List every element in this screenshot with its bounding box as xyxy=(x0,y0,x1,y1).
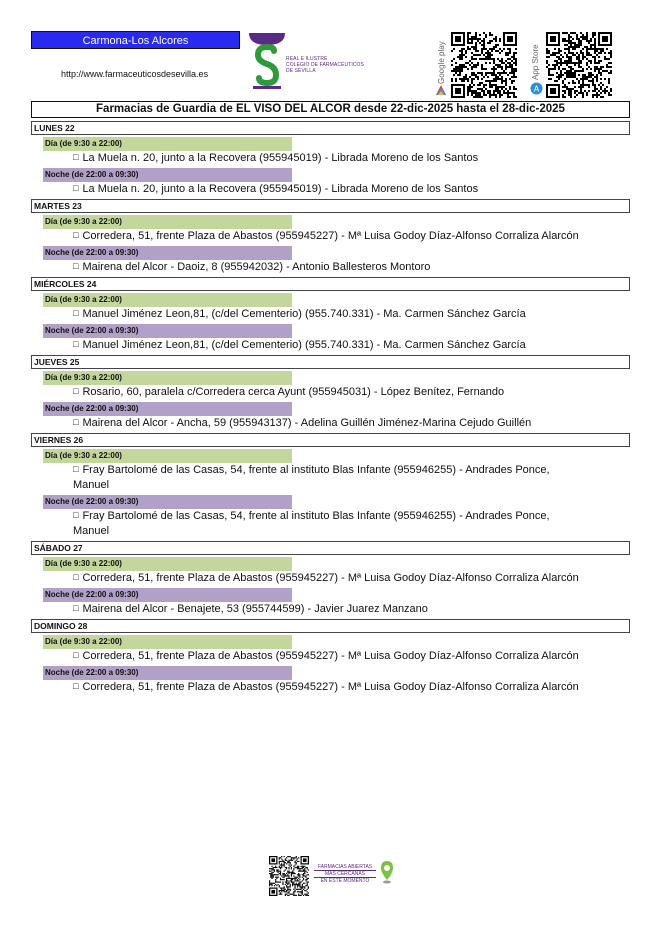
location-pin-icon[interactable] xyxy=(380,860,394,884)
app-store-label: App Store xyxy=(531,44,540,80)
night-pharmacy-entry xyxy=(73,416,583,431)
night-pharmacy-entry xyxy=(73,182,583,197)
day-slot-label: Día (de 9:30 a 22:00) xyxy=(43,215,292,229)
footer-caption-line: MÁS CERCANAS xyxy=(324,871,365,877)
day-header: DOMINGO 28 xyxy=(31,619,630,633)
college-name-line: DE SEVILLA xyxy=(286,68,316,74)
night-slot-label: Noche (de 22:00 a 09:30) xyxy=(43,588,292,602)
pharmacy-text: Corredera, 51, frente Plaza de Abastos (955945227) - Mª Luisa Godoy Díaz-Alfonso Corraliza Alarcón xyxy=(82,230,579,242)
google-play-icon[interactable] xyxy=(435,84,447,96)
day-slot-label: Día (de 9:30 a 22:00) xyxy=(43,371,292,385)
night-pharmacy-entry xyxy=(73,680,583,695)
svg-text:A: A xyxy=(533,84,540,94)
site-url-link[interactable]: http://www.farmaceuticosdesevilla.es xyxy=(61,69,209,79)
zone-label: Carmona-Los Alcores xyxy=(31,31,240,49)
pharmacy-text: Corredera, 51, frente Plaza de Abastos (955945227) - Mª Luisa Godoy Díaz-Alfonso Corraliza Alarcón xyxy=(82,572,579,584)
schedule-list xyxy=(31,119,630,695)
page-title: Farmacias de Guardia de EL VISO DEL ALCOR desde 22-dic-2025 hasta el 28-dic-2025 xyxy=(31,101,630,118)
day-pharmacy-entry xyxy=(73,385,583,400)
night-pharmacy-entry xyxy=(73,509,583,539)
pharmacy-text: Manuel Jiménez Leon,81, (c/del Cementerio) (955.740.331) - Ma. Carmen Sánchez García xyxy=(82,339,526,351)
day-header: SÁBADO 27 xyxy=(31,541,630,555)
night-slot-label: Noche (de 22:00 a 09:30) xyxy=(43,324,292,338)
pharmacy-text: La Muela n. 20, junto a la Recovera (955945019) - Librada Moreno de los Santos xyxy=(82,183,479,195)
footer-caption xyxy=(314,864,376,884)
day-pharmacy-entry xyxy=(73,229,583,244)
day-pharmacy-entry xyxy=(73,463,583,493)
google-play-label: Google play xyxy=(437,41,446,84)
day-header: VIERNES 26 xyxy=(31,433,630,447)
day-pharmacy-entry xyxy=(73,151,583,166)
day-pharmacy-entry xyxy=(73,649,583,664)
day-pharmacy-entry xyxy=(73,571,583,586)
night-slot-label: Noche (de 22:00 a 09:30) xyxy=(43,495,292,509)
pharmacy-text: Fray Bartolomé de las Casas, 54, frente al instituto Blas Infante (955946255) - Andrades Ponce, Manuel xyxy=(73,510,550,537)
qr-code-icon[interactable] xyxy=(546,32,612,98)
pharmacy-text: Corredera, 51, frente Plaza de Abastos (955945227) - Mª Luisa Godoy Díaz-Alfonso Corraliza Alarcón xyxy=(82,650,579,662)
night-slot-label: Noche (de 22:00 a 09:30) xyxy=(43,246,292,260)
night-slot-label: Noche (de 22:00 a 09:30) xyxy=(43,402,292,416)
night-pharmacy-entry xyxy=(73,260,583,275)
pharmacy-logo-icon xyxy=(247,31,287,91)
day-slot-label: Día (de 9:30 a 22:00) xyxy=(43,293,292,307)
day-slot-label: Día (de 9:30 a 22:00) xyxy=(43,557,292,571)
pharmacy-text: Manuel Jiménez Leon,81, (c/del Cementerio) (955.740.331) - Ma. Carmen Sánchez García xyxy=(82,308,526,320)
night-pharmacy-entry xyxy=(73,602,583,617)
qr-code-icon[interactable] xyxy=(269,856,309,896)
day-slot-label: Día (de 9:30 a 22:00) xyxy=(43,137,292,151)
pharmacy-text: La Muela n. 20, junto a la Recovera (955945019) - Librada Moreno de los Santos xyxy=(82,152,479,164)
pharmacy-text: Mairena del Alcor - Benajete, 53 (955744599) - Javier Juarez Manzano xyxy=(82,603,428,615)
day-header: LUNES 22 xyxy=(31,121,630,135)
app-store-icon[interactable] xyxy=(530,82,543,95)
day-slot-label: Día (de 9:30 a 22:00) xyxy=(43,635,292,649)
footer-caption-line: EN ESTE MOMENTO xyxy=(314,877,376,884)
college-name-line: REAL E ILUSTRE xyxy=(286,56,328,62)
day-header: JUEVES 25 xyxy=(31,355,630,369)
pharmacy-text: Fray Bartolomé de las Casas, 54, frente al instituto Blas Infante (955946255) - Andrades Ponce, Manuel xyxy=(73,464,550,491)
pharmacy-text: Rosario, 60, paralela c/Corredera cerca Ayunt (955945031) - López Benítez, Fernando xyxy=(82,386,505,398)
pharmacy-text: Corredera, 51, frente Plaza de Abastos (955945227) - Mª Luisa Godoy Díaz-Alfonso Corraliza Alarcón xyxy=(82,681,579,693)
night-slot-label: Noche (de 22:00 a 09:30) xyxy=(43,666,292,680)
college-name xyxy=(286,56,364,74)
pharmacy-text: Mairena del Alcor - Ancha, 59 (955943137) - Adelina Guillén Jiménez-Marina Cejudo Guillén xyxy=(82,417,532,429)
college-name-line: COLEGIO DE FARMACÉUTICOS xyxy=(286,62,364,68)
day-header: MARTES 23 xyxy=(31,199,630,213)
night-pharmacy-entry xyxy=(73,338,583,353)
day-header: MIÉRCOLES 24 xyxy=(31,277,630,291)
night-slot-label: Noche (de 22:00 a 09:30) xyxy=(43,168,292,182)
qr-code-icon[interactable] xyxy=(451,32,517,98)
day-pharmacy-entry xyxy=(73,307,583,322)
footer-caption-line: FARMACIAS ABIERTAS xyxy=(314,864,376,871)
day-slot-label: Día (de 9:30 a 22:00) xyxy=(43,449,292,463)
pharmacy-text: Mairena del Alcor - Daoiz, 8 (955942032) - Antonio Ballesteros Montoro xyxy=(82,261,431,273)
